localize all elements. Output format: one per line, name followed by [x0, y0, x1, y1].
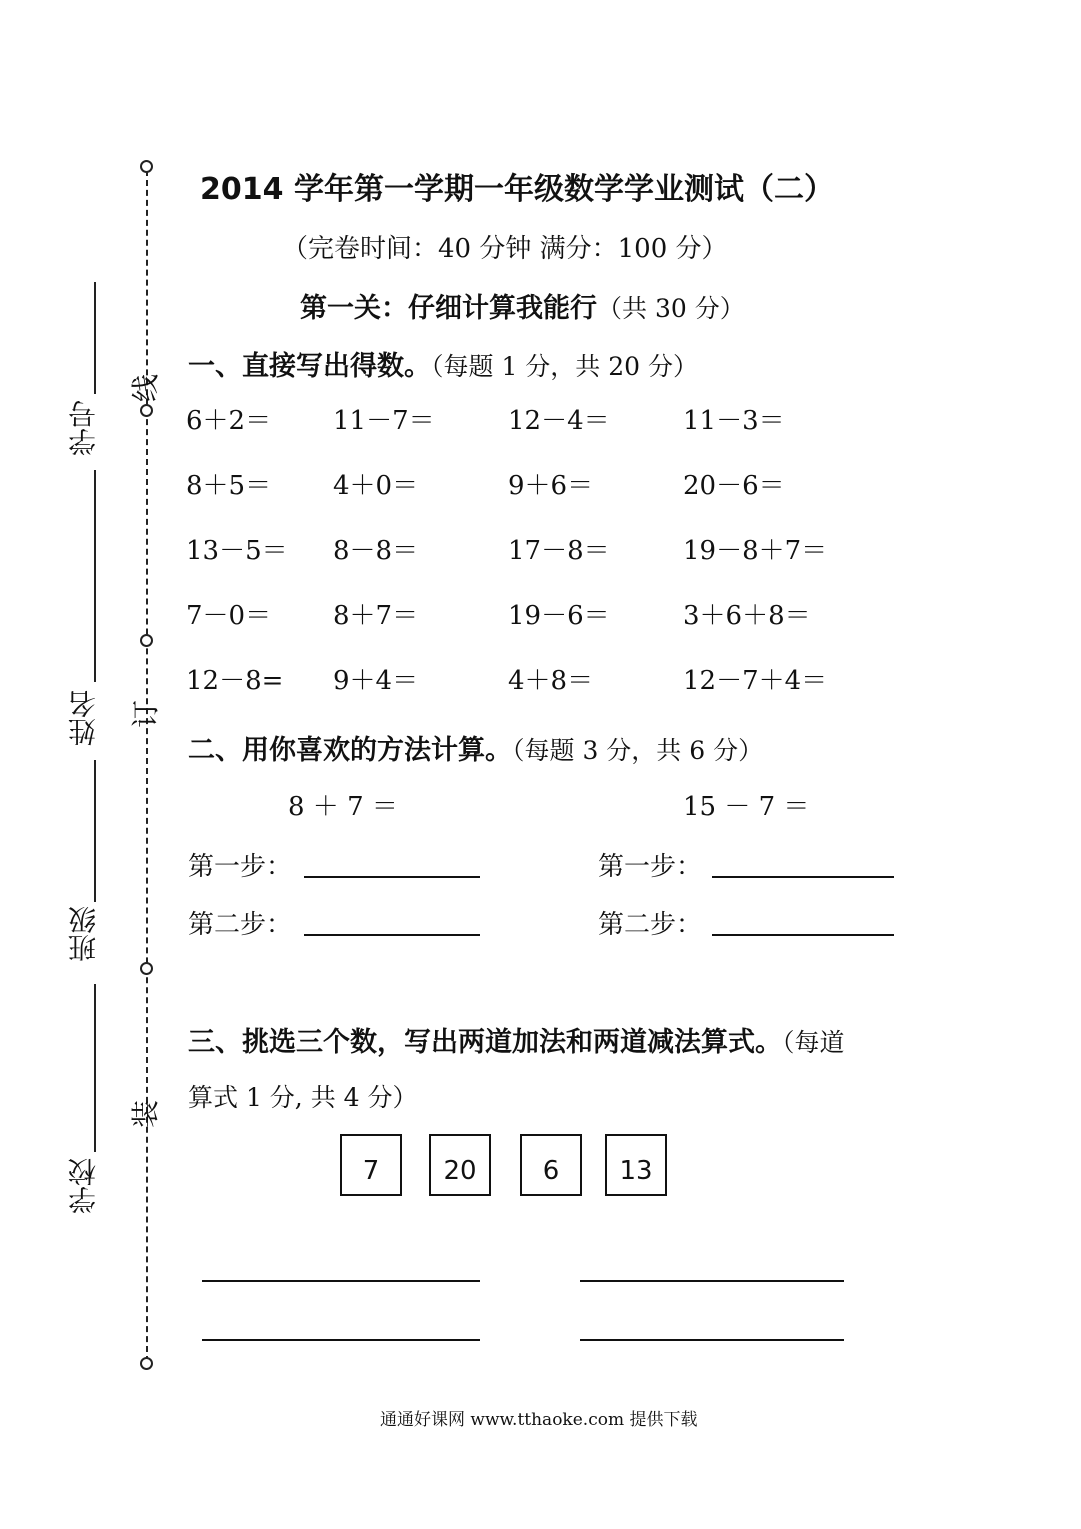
problem: 12－4＝	[508, 406, 610, 436]
problem: 12－8=	[186, 666, 284, 696]
expression-right: 15 － 7 ＝	[683, 792, 810, 822]
section3-heading	[188, 1020, 845, 1059]
number-card: 7	[340, 1134, 402, 1196]
answer-line[interactable]	[304, 876, 480, 878]
school-blank[interactable]	[94, 984, 96, 1152]
answer-line[interactable]	[712, 876, 894, 878]
binding-circle	[140, 1357, 153, 1370]
class-blank[interactable]	[94, 760, 96, 902]
expression-left: 8 ＋ 7 ＝	[288, 792, 398, 822]
level-title: 第一关：仔细计算我能行	[300, 293, 597, 324]
step2-label-left: 第二步：	[188, 910, 293, 940]
section2-note: （每题 3 分，共 6 分）	[512, 736, 764, 765]
problem: 8－8＝	[333, 536, 419, 566]
number-card: 20	[429, 1134, 491, 1196]
binding-circle	[140, 160, 153, 173]
number-card: 6	[520, 1134, 582, 1196]
problem: 6＋2＝	[186, 406, 272, 436]
school-label: 学校	[67, 1158, 100, 1214]
exam-subtitle: （完卷时间：40 分钟 满分：100 分）	[282, 234, 728, 264]
problem: 19－8＋7＝	[683, 536, 828, 566]
answer-line[interactable]	[202, 1339, 480, 1341]
problem: 4＋8＝	[508, 666, 594, 696]
section2-title: 二、用你喜欢的方法计算。	[188, 735, 512, 766]
section3-note-b: 算式 1 分, 共 4 分）	[188, 1083, 418, 1112]
problem: 3＋6＋8＝	[683, 601, 811, 631]
problem: 19－6＝	[508, 601, 610, 631]
problem: 9＋4＝	[333, 666, 419, 696]
step1-label-right: 第一步：	[598, 852, 703, 882]
answer-line[interactable]	[202, 1280, 480, 1282]
level-note: （共 30 分）	[597, 294, 745, 323]
student-id-blank[interactable]	[94, 282, 96, 394]
section1-title: 一、直接写出得数。	[188, 351, 431, 382]
answer-line[interactable]	[712, 934, 894, 936]
footer-text: 通通好课网 www.tthaoke.com 提供下载	[380, 1410, 698, 1430]
section2-heading	[188, 728, 763, 767]
section3-title: 三、挑选三个数，写出两道加法和两道减法算式。	[188, 1027, 782, 1058]
exam-title: 2014 学年第一学期一年级数学学业测试（二）	[200, 172, 834, 207]
answer-line[interactable]	[304, 934, 480, 936]
student-id-label: 学号	[67, 400, 100, 456]
section3-note-a: （每道	[782, 1028, 845, 1057]
problem: 20－6＝	[683, 471, 785, 501]
binding-line-char: 线	[129, 373, 163, 403]
step1-label-left: 第一步：	[188, 852, 293, 882]
section1-note: （每题 1 分，共 20 分）	[431, 352, 699, 381]
problem: 12－7＋4＝	[683, 666, 828, 696]
problem: 4＋0＝	[333, 471, 419, 501]
binding-circle	[140, 962, 153, 975]
binding-bind-char: 装	[129, 1099, 163, 1129]
problem: 13－5＝	[186, 536, 288, 566]
problem: 9＋6＝	[508, 471, 594, 501]
problem: 11－7＝	[333, 406, 435, 436]
class-label: 班级	[67, 906, 100, 962]
problem: 8＋7＝	[333, 601, 419, 631]
name-label: 姓名	[67, 690, 100, 746]
name-blank[interactable]	[94, 470, 96, 682]
step2-label-right: 第二步：	[598, 910, 703, 940]
binding-circle	[140, 634, 153, 647]
binding-staple-char: 订	[129, 699, 163, 729]
level-heading	[300, 286, 745, 325]
problem: 11－3＝	[683, 406, 785, 436]
problem: 17－8＝	[508, 536, 610, 566]
number-card: 13	[605, 1134, 667, 1196]
section1-heading	[188, 344, 698, 383]
problem: 7－0＝	[186, 601, 272, 631]
answer-line[interactable]	[580, 1339, 844, 1341]
binding-dashed-line	[146, 170, 148, 1362]
answer-line[interactable]	[580, 1280, 844, 1282]
binding-circle	[140, 404, 153, 417]
problem: 8＋5＝	[186, 471, 272, 501]
